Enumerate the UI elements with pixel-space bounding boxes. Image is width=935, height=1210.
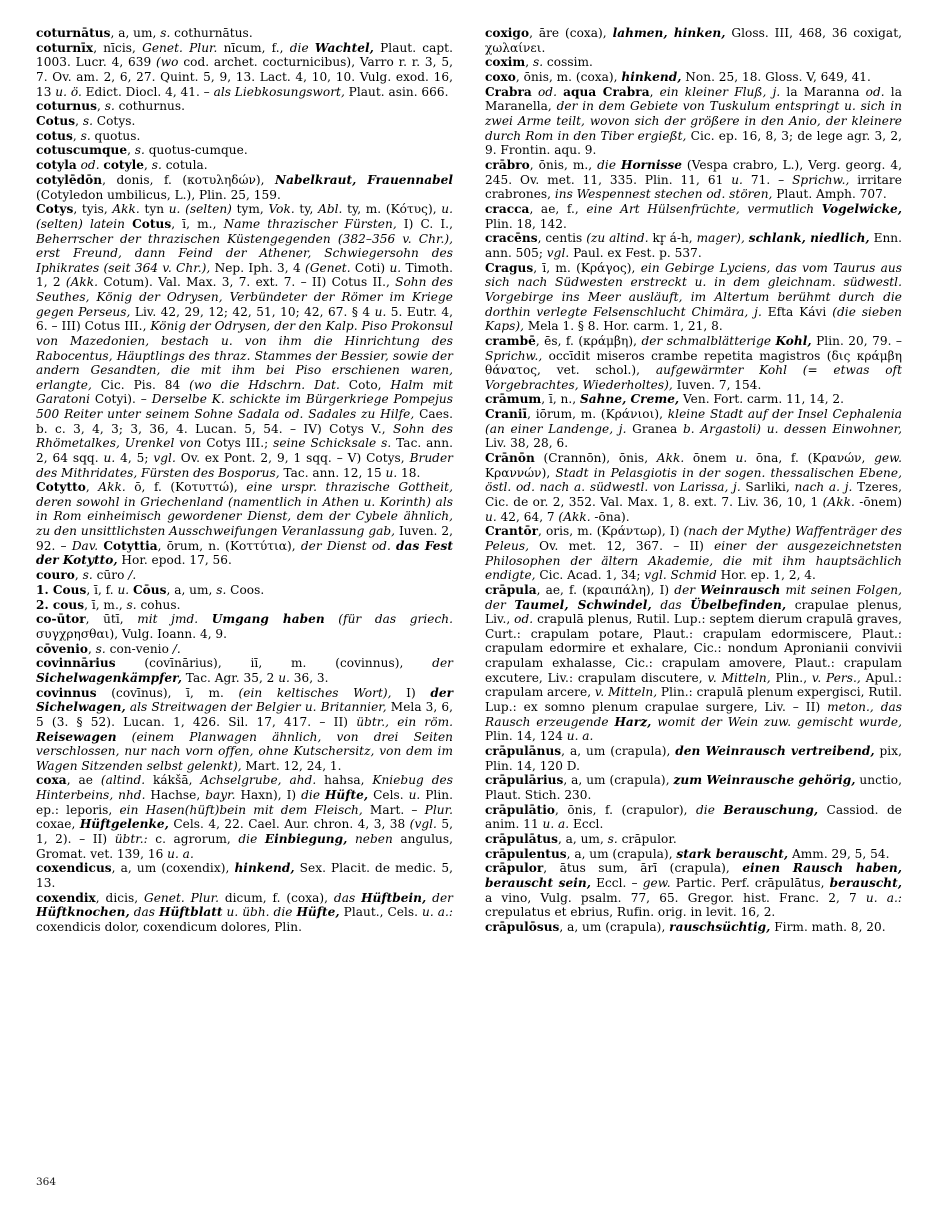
left-column	[36, 26, 453, 1156]
dictionary-entry: crambē, ēs, f. (κράμβη), der schmalblätterige Kohl, Plin. 20, 79. – Sprichw., occīdit miseros crambe repetita magistros (δις κράμβη θάνατος, vet. schol.), aufgewärmter Kohl (= etwas oft Vorgebrachtes, Wiederholtes), Iuven. 7, 154.	[485, 333, 903, 392]
dictionary-entry: coturnus, s. cothurnus.	[36, 99, 186, 114]
dictionary-entry: cracēns, centis (zu altind. kr̥ á-h, mager), schlank, niedlich, Enn. ann. 505; vgl. Paul. ex Fest. p. 537.	[485, 231, 903, 260]
dictionary-entry: Cotus, s. Cotys.	[36, 114, 136, 129]
dictionary-entry: Crantōr, oris, m. (Κράντωρ), I) (nach der Mythe) Waffenträger des Peleus, Ov. met. 12, 367. – II) einer der ausgezeichnetsten Philosophen der ältern Akademie, die mit ihm hauptsächlich endigte, Cic. Acad. 1, 34; vgl. Schmid Hor. ep. 1, 2, 4.	[485, 524, 902, 583]
page-number: 364	[36, 1176, 57, 1188]
dictionary-entry: 1. Cous, ī, f. u. Cōus, a, um, s. Coos.	[36, 582, 265, 597]
dictionary-entry: co-ūtor, ūtī, mit jmd. Umgang haben (für das griech. συγχρησθαι), Vulg. Ioann. 4, 9.	[36, 612, 454, 641]
dictionary-entry: crāpulātio, ōnis, f. (crapulor), die Berauschung, Cassiod. de anim. 11 u. a. Eccl.	[485, 802, 902, 832]
dictionary-entry: crāpulōsus, a, um (crapula), rauschsüchtig, Firm. math. 8, 20.	[485, 920, 886, 934]
dictionary-entry: coturnīx, nīcis, Genet. Plur. nīcum, f., die Wachtel, Plaut. capt. 1003. Lucr. 4, 639 (wo cod. archet. cocturnicibus), Varro r. r. 3, 5, 7. Ov. am. 2, 6, 27. Quint. 5, 9, 13. Lact. 4, 10, 10. Vulg. exod. 16, 13 u. ö. Edict. Diocl. 4, 41. – als Liebkosungswort, Plaut. asin. 666.	[36, 40, 453, 99]
dictionary-entry: crābro, ōnis, m., die Hornisse (Vespa crabro, L.), Verg. georg. 4, 245. Ov. met. 11, 335. Plin. 11, 61 u. 71. – Sprichw., irritare crabrones, ins Wespennest stechen od. stören, Plaut. Amph. 707.	[485, 158, 902, 202]
dictionary-entry: crāpulor, ātus sum, ārī (crapula), einen Rausch haben, berauscht sein, Eccl. – gew. Partic. Perf. crāpulātus, berauscht, a vino, Vulg. psalm. 77, 65. Gregor. hist. Franc. 2, 7 u. a.: crepulatus et ebrius, Rufin. orig. in levit. 16, 2.	[485, 861, 902, 920]
dictionary-entry: crāpulātus, a, um, s. crāpulor.	[485, 831, 677, 846]
dictionary-entry: cōvenio, s. con-venio /.	[36, 641, 181, 656]
two-column-layout	[36, 26, 902, 1156]
dictionary-entry: cotuscumque, s. quotus-cumque.	[36, 143, 248, 158]
dictionary-entry: Cotys, tyis, Akk. tyn u. (selten) tym, Vok. ty, Abl. ty, m. (Κότυς), u. (selten) latein Cotus, ī, m., Name thrazischer Fürsten, I) C. I., Beherrscher der thrazischen Küstengegenden (382–356 v. Chr.), erst Freund, dann Feind der Athener, Schwiegersohn des Iphikrates (seit 364 v. Chr.), Nep. Iph. 3, 4 (Genet. Coti) u. Timoth. 1, 2 (Akk. Cotum). Val. Max. 3, 7. ext. 7. – II) Cotus II., Sohn des Seuthes, König der Odrysen, Verbündeter der Römer im Kriege gegen Perseus, Liv. 42, 29, 12; 42, 51, 10; 42, 67. § 4 u. 5. Eutr. 4, 6. – III) Cotus III., König der Odrysen, der den Kalp. Piso Prokonsul von Mazedonien, bestach u. von ihm die Hinrichtung des Rabocentus, Häuptlings des thraz. Stammes der Bessier, sowie der andern Gesandten, die mit ihm bei Piso erschienen waren, erlangte, Cic. Pis. 84 (wo die Hdschrn. Dat. Coto, Halm mit Garatoni Cotyi). – Derselbe K. schickte im Bürgerkriege Pompejus 500 Reiter unter seinem Sohne Sadala od. Sadales zu Hilfe, Caes. b. c. 3, 4, 3; 3, 36, 4. Lucan. 5, 54. – IV) Cotys V., Sohn des Rhömetalkes, Urenkel von Cotys III.; seine Schicksale s. Tac. ann. 2, 64 sqq. u. 4, 5; vgl. Ov. ex Pont. 2, 9, 1 sqq. – V) Cotys, Bruder des Mithridates, Fürsten des Bosporus, Tac. ann. 12, 15 u. 18.	[36, 202, 454, 480]
dictionary-entry: 2. cous, ī, m., s. cohus.	[36, 597, 181, 612]
dictionary-entry: coxim, s. cossim.	[485, 55, 593, 70]
dictionary-entry: crāpulārius, a, um (crapula), zum Weinrausche gehörig, unctio, Plaut. Stich. 230.	[485, 773, 902, 802]
dictionary-entry: coxigo, āre (coxa), lahmen, hinken, Gloss. III, 468, 36 coxigat, χωλαίνει.	[485, 26, 902, 55]
right-column	[485, 26, 902, 1156]
dictionary-entry: coxendix, dicis, Genet. Plur. dicum, f. (coxa), das Hüftbein, der Hüftknochen, das Hüftblatt u. übh. die Hüfte, Plaut., Cels. u. a.: coxendicis dolor, coxendicum dolores, Plin.	[36, 890, 454, 934]
dictionary-entry: Crānōn (Crannōn), ōnis, Akk. ōnem u. ōna, f. (Κρανών, gew. Κραννών), Stadt in Pelasgiotis in der sogen. thessalischen Ebene, östl. od. nach a. südwestl. von Larissa, j. Sarliki, nach a. j. Tzeres, Cic. de or. 2, 352. Val. Max. 1, 8. ext. 7. Liv. 36, 10, 1 (Akk. -ōnem) u. 42, 64, 7 (Akk. -ōna).	[485, 451, 902, 524]
dictionary-entry: crāpulentus, a, um (crapula), stark berauscht, Amm. 29, 5, 54.	[485, 846, 890, 861]
dictionary-entry: couro, s. cūro /.	[36, 568, 137, 583]
dictionary-entry: crāpula, ae, f. (κραιπάλη), I) der Weinrausch mit seinen Folgen, der Taumel, Schwindel, das Übelbefinden, crapulae plenus, Liv., od. crapulā plenus, Rutil. Lup.: septem dierum crapulā graves, Curt.: crapulam potare, Plaut.: crapulam edormiscere, Plaut.: crapulam edormire et exhalare, Cic.: nondum Apronianii convivii crapulam exhalasse, Cic.: crapulam amovere, Plaut.: crapulam excutere, Liv.: crapulam discutere, v. Mitteln, Plin., v. Pers., Apul.: crapulam arcere, v. Mitteln, Plin.: crapulā plenum expergisci, Rutil. Lup.: ex somno plenum crapulae surgere, Liv. – II) meton., das Rausch erzeugende Harz, womit der Wein zuw. gemischt wurde, Plin. 14, 124 u. a.	[485, 582, 903, 744]
dictionary-entry: cotyla od. cotyle, s. cotula.	[36, 158, 208, 173]
dictionary-entry: coxo, ōnis, m. (coxa), hinkend, Non. 25, 18. Gloss. V, 649, 41.	[485, 70, 871, 85]
dictionary-entry: cotus, s. quotus.	[36, 128, 141, 143]
dictionary-entry: coturnātus, a, um, s. cothurnātus.	[36, 26, 253, 40]
dictionary-entry: Crabra od. aqua Crabra, ein kleiner Fluß, j. la Maranna od. la Maranella, der in dem Gebiete von Tuskulum entspringt u. sich in zwei Arme teilt, wovon sich der größere in den Anio, der kleinere durch Rom in den Tiber ergießt, Cic. ep. 16, 8, 3; de lege agr. 3, 2, 9. Frontin. aqu. 9.	[485, 84, 903, 158]
dictionary-entry: cracca, ae, f., eine Art Hülsenfrüchte, vermutlich Vogelwicke, Plin. 18, 142.	[485, 201, 903, 231]
dictionary-entry: covinnārius (covīnārius), iī, m. (covinnus), der Sichelwagenkämpfer, Tac. Agr. 35, 2 u. 36, 3.	[36, 656, 453, 685]
dictionary-entry: crāmum, ī, n., Sahne, Creme, Ven. Fort. carm. 11, 14, 2.	[485, 392, 845, 407]
dictionary-entry: coxendicus, a, um (coxendix), hinkend, Sex. Placit. de medic. 5, 13.	[36, 861, 453, 890]
dictionary-entry: cotylēdōn, donis, f. (κοτυληδών), Nabelkraut, Frauennabel (Cotyledon umbilicus, L.), Plin. 25, 159.	[36, 172, 454, 202]
dictionary-entry: Craniī, iōrum, m. (Κράνιοι), kleine Stadt auf der Insel Cephalenia (an einer Landenge, j. Granea b. Argastoli) u. dessen Einwohner, Liv. 38, 28, 6.	[485, 407, 903, 451]
dictionary-entry: Cotytto, Akk. ō, f. (Κοτυττώ), eine urspr. thrazische Gottheit, deren sowohl in Griechenland (namentlich in Athen u. Korinth) als in Rom einheimisch gewordener Dienst, dem der Cybele ähnlich, zu den unsittlichsten Ausschweifungen Veranlassung gab, Iuven. 2, 92. – Dav. Cotyttia, ōrum, n. (Κοττύτια), der Dienst od. das Fest der Kotytto, Hor. epod. 17, 56.	[36, 480, 454, 568]
dictionary-entry: crāpulānus, a, um (crapula), den Weinrausch vertreibend, pix, Plin. 14, 120 D.	[485, 743, 902, 773]
dictionary-entry: Cragus, ī, m. (Κράγος), ein Gebirge Lyciens, das vom Taurus aus sich nach Südwesten erstreckt u. in dem gleichnam. südwestl. Vorgebirge ins Meer ausläuft, im Altertum berühmt durch die dorthin verlegte Felsenschlucht Chimära, j. Efta Kávi (die sieben Kaps), Mela 1. § 8. Hor. carm. 1, 21, 8.	[485, 260, 902, 334]
dictionary-entry: coxa, ae (altind. kákšā, Achselgrube, ahd. hahsa, Kniebug des Hinterbeins, nhd. Hachse, bayr. Haxn), I) die Hüfte, Cels. u. Plin. ep.: leporis, ein Hasen(hüft)bein mit dem Fleisch, Mart. – Plur. coxae, Hüftgelenke, Cels. 4, 22. Cael. Aur. chron. 4, 3, 38 (vgl. 5, 1, 2). – II) übtr.: c. agrorum, die Einbiegung, neben angulus, Gromat. vet. 139, 16 u. a.	[36, 773, 454, 861]
dictionary-entry: covinnus (covīnus), ī, m. (ein keltisches Wort), I) der Sichelwagen, als Streitwagen der Belgier u. Britannier, Mela 3, 6, 5 (3. § 52). Lucan. 1, 426. Sil. 17, 417. – II) übtr., ein röm. Reisewagen (einem Planwagen ähnlich, von drei Seiten verschlossen, nur nach vorn offen, ohne Kutschersitz, von dem im Wagen Sitzenden selbst gelenkt), Mart. 12, 24, 1.	[36, 685, 453, 773]
